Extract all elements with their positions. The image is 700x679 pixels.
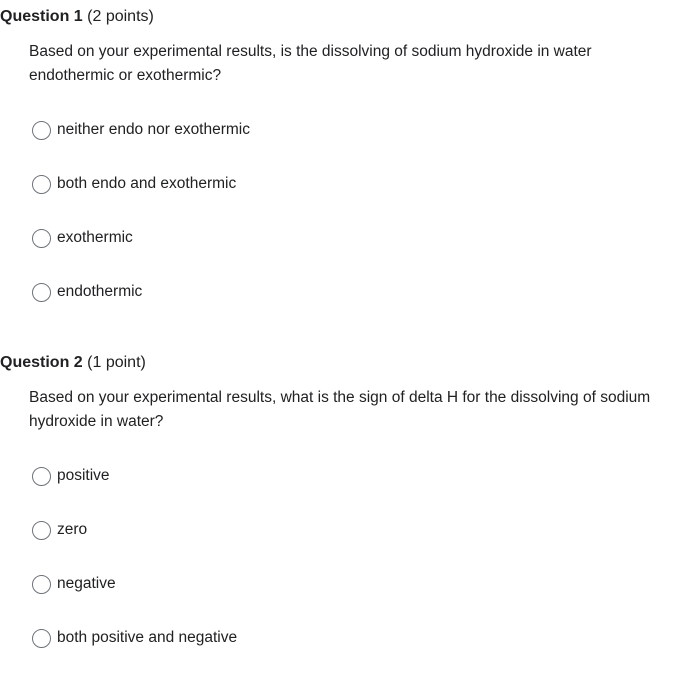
option-label: zero	[57, 521, 88, 538]
radio-button-icon[interactable]	[32, 121, 51, 140]
option-label: negative	[57, 575, 116, 592]
q2-option-positive[interactable]	[32, 464, 110, 488]
radio-button-icon[interactable]	[32, 283, 51, 302]
radio-button-icon[interactable]	[32, 575, 51, 594]
q2-option-both-positive-negative[interactable]	[32, 626, 237, 650]
option-label: both endo and exothermic	[57, 175, 237, 192]
question-1-header	[0, 6, 154, 28]
question-2-header	[0, 352, 146, 374]
option-label: both positive and negative	[57, 629, 238, 646]
radio-button-icon[interactable]	[32, 175, 51, 194]
question-2-prompt: Based on your experimental results, what is the sign of delta H for the dissolving of sodium hydroxide in water?	[29, 389, 651, 430]
q1-option-neither[interactable]	[32, 118, 250, 142]
option-label: positive	[57, 467, 110, 484]
radio-button-icon[interactable]	[32, 467, 51, 486]
question-1-prompt: Based on your experimental results, is the dissolving of sodium hydroxide in water endothermic or exothermic?	[29, 43, 592, 84]
q2-option-negative[interactable]	[32, 572, 116, 596]
question-1-title: Question 1	[0, 8, 83, 25]
q1-option-endothermic[interactable]	[32, 280, 142, 304]
option-label: exothermic	[57, 229, 133, 246]
radio-button-icon[interactable]	[32, 629, 51, 648]
q1-option-exothermic[interactable]	[32, 226, 133, 250]
radio-button-icon[interactable]	[32, 229, 51, 248]
option-label: neither endo nor exothermic	[57, 121, 251, 138]
q1-option-both[interactable]	[32, 172, 236, 196]
question-1-points: (2 points)	[87, 8, 154, 25]
question-2-points: (1 point)	[87, 354, 146, 371]
question-2-title: Question 2	[0, 354, 83, 371]
radio-button-icon[interactable]	[32, 521, 51, 540]
q2-option-zero[interactable]	[32, 518, 87, 542]
option-label: endothermic	[57, 283, 143, 300]
